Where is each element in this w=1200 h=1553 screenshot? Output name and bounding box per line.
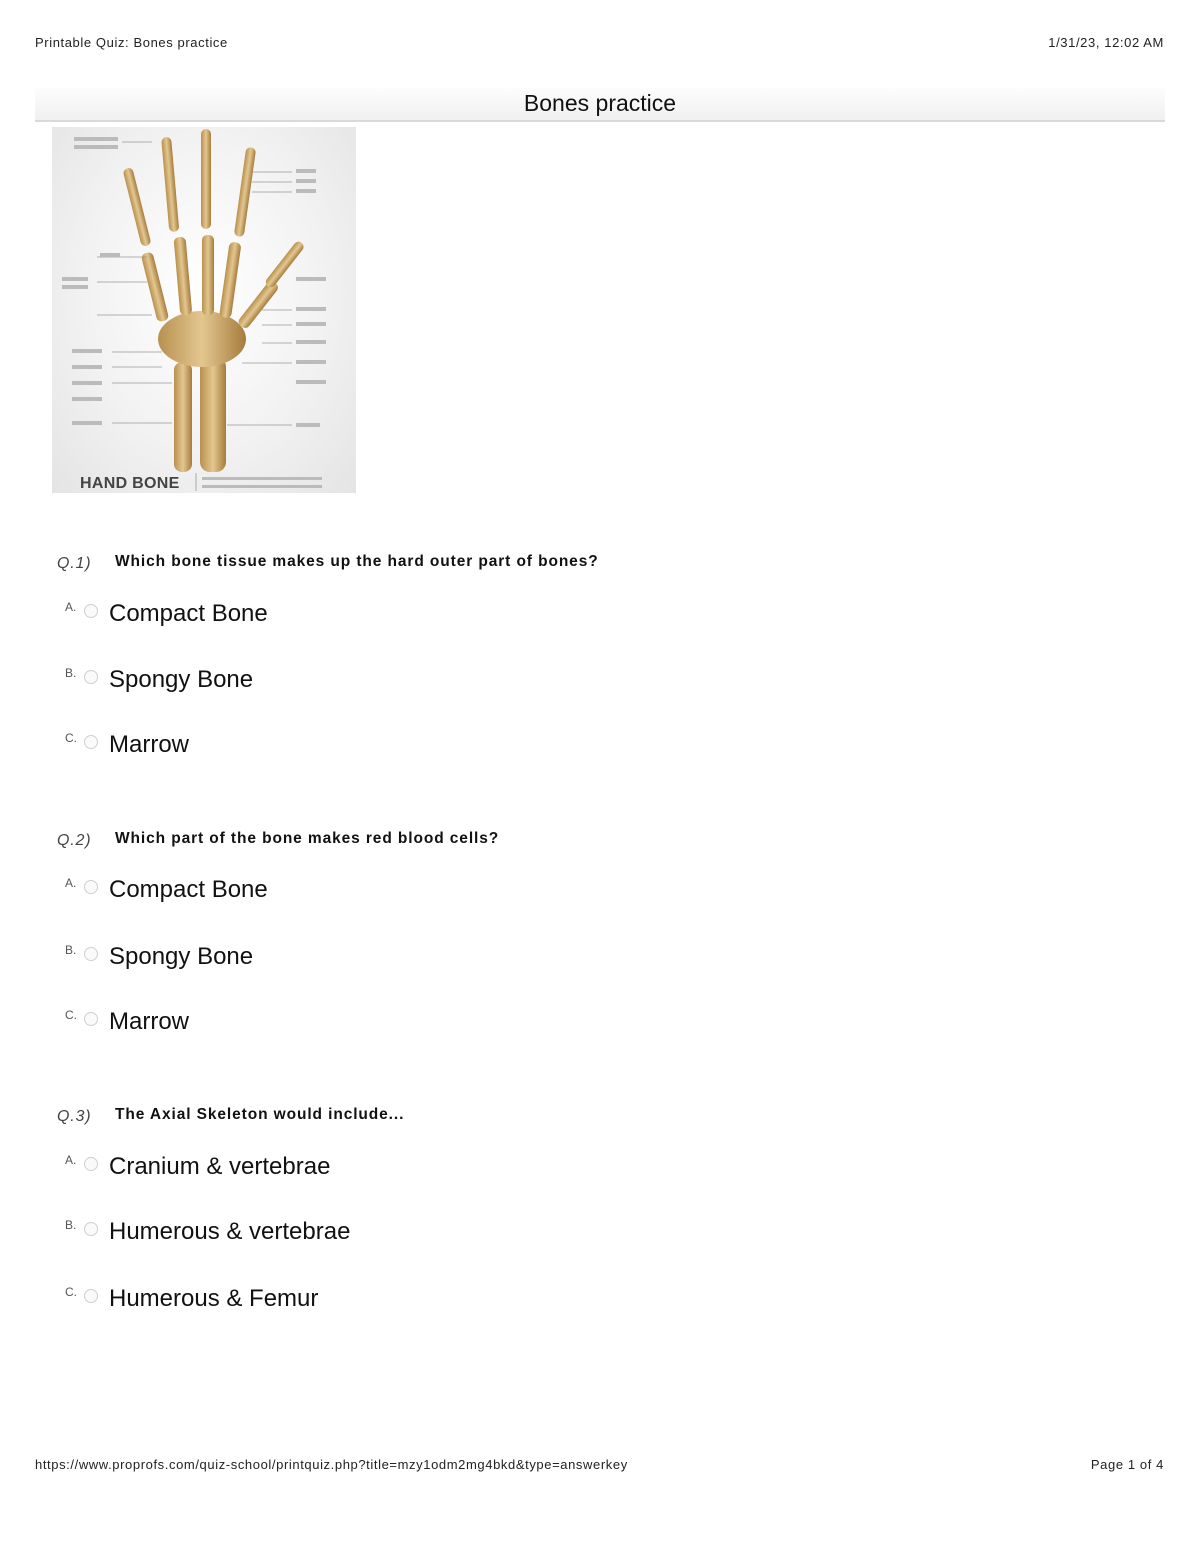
option-letter: B. — [65, 1218, 77, 1232]
option-letter: C. — [65, 1008, 77, 1022]
option-letter: A. — [65, 1153, 77, 1167]
hand-bone-image — [52, 127, 356, 493]
option-text: Spongy Bone — [109, 666, 254, 693]
radio-button[interactable] — [84, 880, 98, 894]
radio-button[interactable] — [84, 1222, 98, 1236]
question-number: Q.1) — [57, 555, 92, 572]
option-text: Compact Bone — [109, 876, 268, 903]
question-text: The Axial Skeleton would include... — [115, 1106, 405, 1123]
option-letter: B. — [65, 666, 77, 680]
option-text: Humerous & vertebrae — [109, 1218, 351, 1245]
question-text: Which bone tissue makes up the hard outer part of bones? — [115, 553, 599, 570]
page-title-bar — [35, 88, 1165, 122]
question-number: Q.2) — [57, 832, 92, 849]
option-text: Marrow — [109, 731, 190, 758]
option-text: Marrow — [109, 1008, 190, 1035]
option-letter: A. — [65, 876, 77, 890]
footer-url: https://www.proprofs.com/quiz-school/printquiz.php?title=mzy1odm2mg4bkd&type=answerkey — [35, 1457, 628, 1472]
option-letter: C. — [65, 731, 77, 745]
image-caption: HAND BONE — [80, 475, 180, 492]
question-number: Q.3) — [57, 1108, 92, 1125]
option-letter: B. — [65, 943, 77, 957]
question-text: Which part of the bone makes red blood cells? — [115, 830, 500, 847]
radio-button[interactable] — [84, 670, 98, 684]
option-text: Spongy Bone — [109, 943, 254, 970]
header-timestamp: 1/31/23, 12:02 AM — [1048, 35, 1164, 50]
radio-button[interactable] — [84, 604, 98, 618]
header-title: Printable Quiz: Bones practice — [35, 35, 228, 50]
option-letter: C. — [65, 1285, 77, 1299]
page-title: Bones practice — [523, 90, 677, 116]
radio-button[interactable] — [84, 947, 98, 961]
option-text: Compact Bone — [109, 600, 268, 627]
option-text: Humerous & Femur — [109, 1285, 319, 1312]
option-letter: A. — [65, 600, 77, 614]
radio-button[interactable] — [84, 1289, 98, 1303]
option-text: Cranium & vertebrae — [109, 1153, 331, 1180]
hand-bone-illustration — [52, 127, 356, 493]
radio-button[interactable] — [84, 1157, 98, 1171]
radio-button[interactable] — [84, 735, 98, 749]
footer-page-number: Page 1 of 4 — [1090, 1457, 1164, 1472]
radio-button[interactable] — [84, 1012, 98, 1026]
